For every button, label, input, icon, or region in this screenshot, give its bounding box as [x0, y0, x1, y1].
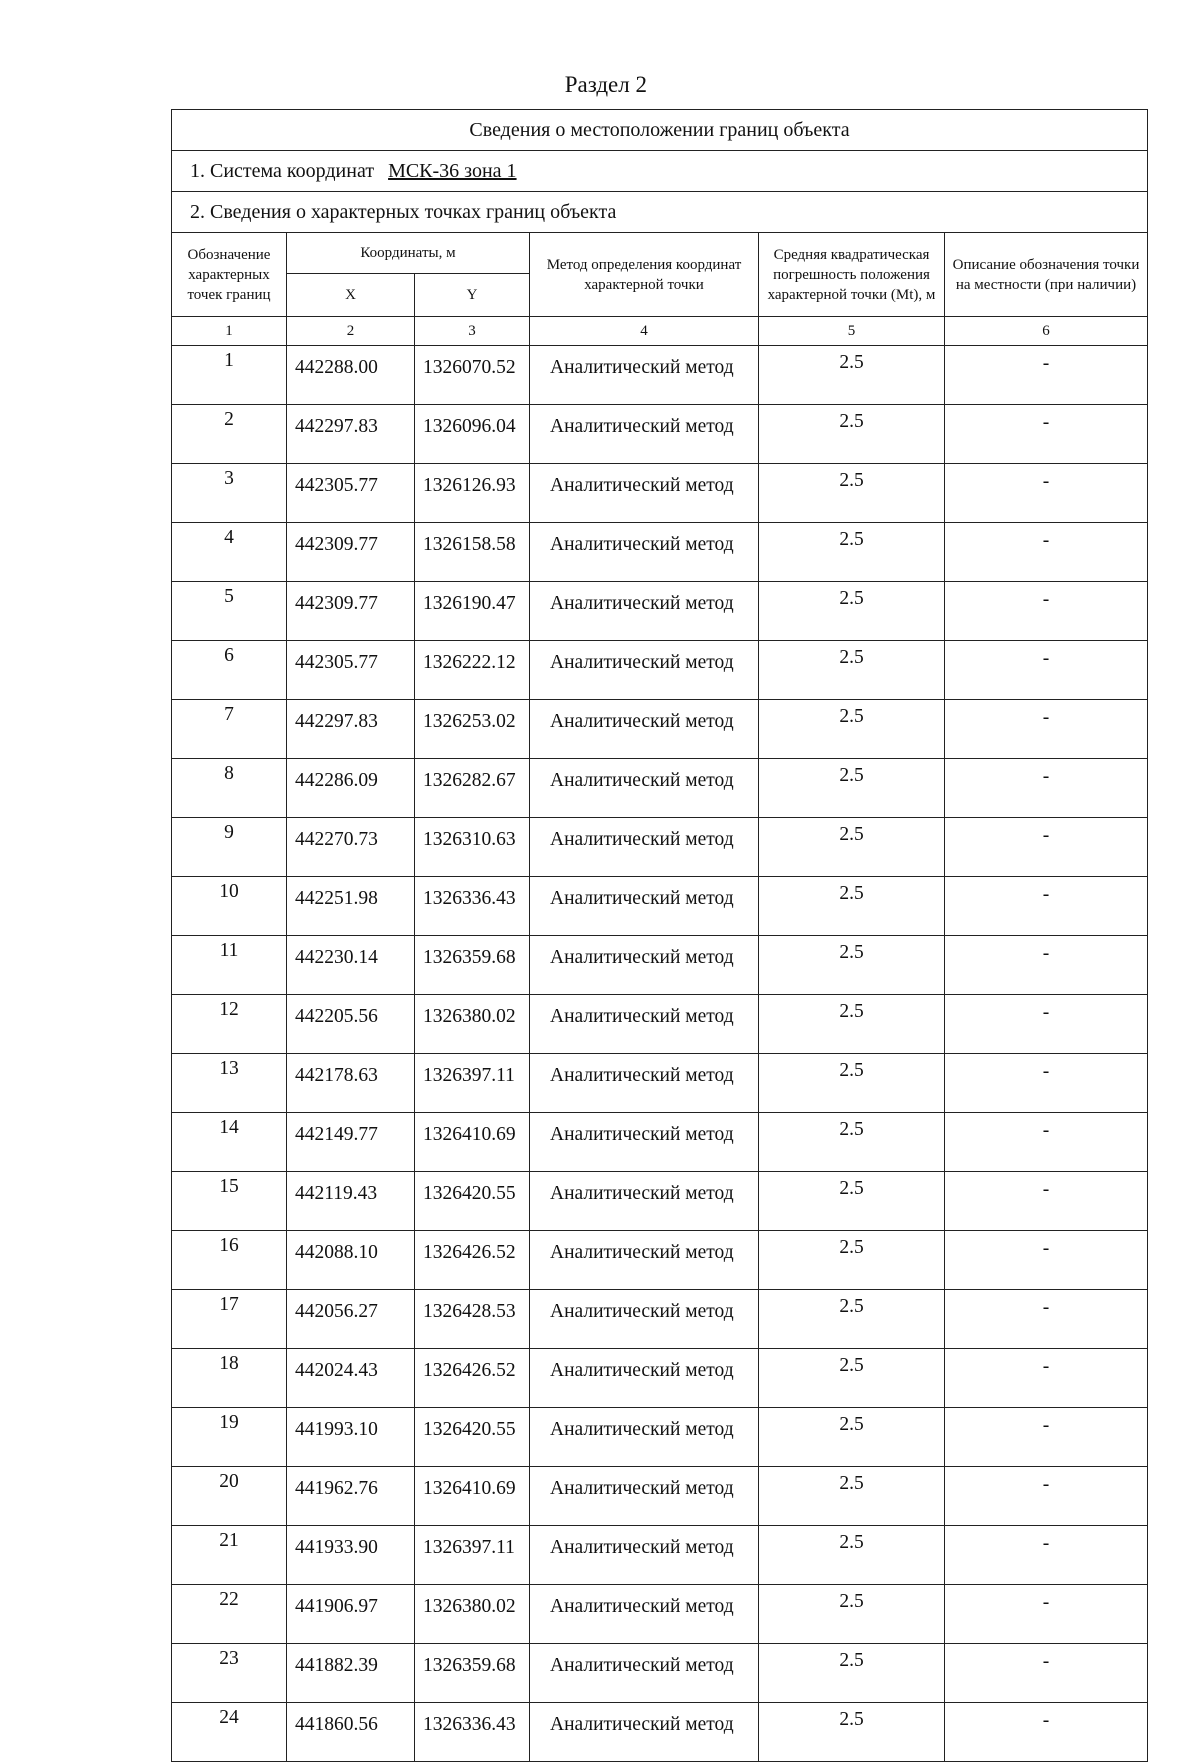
- method-cell: Аналитический метод: [530, 1467, 759, 1526]
- coord-x: 441933.90: [287, 1526, 415, 1585]
- description-cell: -: [945, 1526, 1148, 1585]
- method-cell: Аналитический метод: [530, 464, 759, 523]
- method-cell: Аналитический метод: [530, 1526, 759, 1585]
- method-cell: Аналитический метод: [530, 818, 759, 877]
- point-number: 23: [172, 1644, 287, 1703]
- method-cell: Аналитический метод: [530, 405, 759, 464]
- table-row: [172, 877, 1148, 936]
- point-number: 19: [172, 1408, 287, 1467]
- description-cell: -: [945, 936, 1148, 995]
- description-cell: -: [945, 877, 1148, 936]
- header-x: X: [287, 274, 415, 317]
- error-cell: 2.5: [759, 877, 945, 936]
- point-number: 20: [172, 1467, 287, 1526]
- coord-x: 442305.77: [287, 641, 415, 700]
- column-number: 2: [287, 317, 415, 346]
- column-number: 3: [415, 317, 530, 346]
- coordinate-system-value: МСК-36 зона 1: [388, 159, 517, 182]
- error-cell: 2.5: [759, 1349, 945, 1408]
- error-cell: 2.5: [759, 405, 945, 464]
- table-row: [172, 1644, 1148, 1703]
- table-row: [172, 523, 1148, 582]
- coord-x: 442024.43: [287, 1349, 415, 1408]
- description-cell: -: [945, 1290, 1148, 1349]
- coord-y: 1326410.69: [415, 1113, 530, 1172]
- coord-y: 1326359.68: [415, 936, 530, 995]
- description-cell: -: [945, 641, 1148, 700]
- error-cell: 2.5: [759, 523, 945, 582]
- description-cell: -: [945, 1467, 1148, 1526]
- table-row: [172, 582, 1148, 641]
- table-row: [172, 1231, 1148, 1290]
- coordinate-system-cell: [172, 151, 1148, 192]
- points-heading: 2. Сведения о характерных точках границ объекта: [172, 192, 1148, 233]
- point-number: 7: [172, 700, 287, 759]
- coord-y: 1326310.63: [415, 818, 530, 877]
- point-number: 11: [172, 936, 287, 995]
- header-error: Средняя квадратическая погрешность положения характерной точки (Mt), м: [759, 233, 945, 317]
- coord-x: 441906.97: [287, 1585, 415, 1644]
- method-cell: Аналитический метод: [530, 759, 759, 818]
- description-cell: -: [945, 818, 1148, 877]
- description-cell: -: [945, 1349, 1148, 1408]
- description-cell: -: [945, 1172, 1148, 1231]
- table-row: [172, 1172, 1148, 1231]
- error-cell: 2.5: [759, 995, 945, 1054]
- method-cell: Аналитический метод: [530, 1172, 759, 1231]
- coord-y: 1326428.53: [415, 1290, 530, 1349]
- coord-y: 1326359.68: [415, 1644, 530, 1703]
- error-cell: 2.5: [759, 346, 945, 405]
- column-number: 5: [759, 317, 945, 346]
- method-cell: Аналитический метод: [530, 1644, 759, 1703]
- coord-x: 442309.77: [287, 523, 415, 582]
- coord-y: 1326426.52: [415, 1349, 530, 1408]
- description-cell: -: [945, 759, 1148, 818]
- column-number: 1: [172, 317, 287, 346]
- coord-x: 442251.98: [287, 877, 415, 936]
- error-cell: 2.5: [759, 464, 945, 523]
- method-cell: Аналитический метод: [530, 1703, 759, 1762]
- method-cell: Аналитический метод: [530, 1290, 759, 1349]
- error-cell: 2.5: [759, 759, 945, 818]
- coord-x: 442230.14: [287, 936, 415, 995]
- description-cell: -: [945, 1585, 1148, 1644]
- method-cell: Аналитический метод: [530, 1113, 759, 1172]
- method-cell: Аналитический метод: [530, 877, 759, 936]
- error-cell: 2.5: [759, 1231, 945, 1290]
- error-cell: 2.5: [759, 936, 945, 995]
- coord-x: 441860.56: [287, 1703, 415, 1762]
- method-cell: Аналитический метод: [530, 1231, 759, 1290]
- point-number: 17: [172, 1290, 287, 1349]
- coord-x: 442297.83: [287, 405, 415, 464]
- coord-y: 1326336.43: [415, 877, 530, 936]
- description-cell: -: [945, 995, 1148, 1054]
- error-cell: 2.5: [759, 641, 945, 700]
- point-number: 12: [172, 995, 287, 1054]
- error-cell: 2.5: [759, 818, 945, 877]
- coord-x: 442309.77: [287, 582, 415, 641]
- coord-y: 1326420.55: [415, 1172, 530, 1231]
- coord-y: 1326380.02: [415, 995, 530, 1054]
- coord-y: 1326397.11: [415, 1054, 530, 1113]
- description-cell: -: [945, 1113, 1148, 1172]
- point-number: 24: [172, 1703, 287, 1762]
- error-cell: 2.5: [759, 1526, 945, 1585]
- coord-x: 442149.77: [287, 1113, 415, 1172]
- description-cell: -: [945, 1231, 1148, 1290]
- coord-x: 442205.56: [287, 995, 415, 1054]
- description-cell: -: [945, 1408, 1148, 1467]
- coord-x: 442297.83: [287, 700, 415, 759]
- coord-y: 1326282.67: [415, 759, 530, 818]
- point-number: 1: [172, 346, 287, 405]
- table-heading: Сведения о местоположении границ объекта: [172, 110, 1148, 151]
- description-cell: -: [945, 1644, 1148, 1703]
- coord-y: 1326158.58: [415, 523, 530, 582]
- table-row: [172, 818, 1148, 877]
- coord-y: 1326426.52: [415, 1231, 530, 1290]
- error-cell: 2.5: [759, 1172, 945, 1231]
- method-cell: Аналитический метод: [530, 1408, 759, 1467]
- method-cell: Аналитический метод: [530, 1349, 759, 1408]
- point-number: 10: [172, 877, 287, 936]
- table-row: [172, 759, 1148, 818]
- method-cell: Аналитический метод: [530, 936, 759, 995]
- description-cell: -: [945, 582, 1148, 641]
- header-y: Y: [415, 274, 530, 317]
- coord-x: 442056.27: [287, 1290, 415, 1349]
- coord-y: 1326190.47: [415, 582, 530, 641]
- description-cell: -: [945, 700, 1148, 759]
- error-cell: 2.5: [759, 1290, 945, 1349]
- coord-x: 441882.39: [287, 1644, 415, 1703]
- point-number: 22: [172, 1585, 287, 1644]
- point-number: 18: [172, 1349, 287, 1408]
- error-cell: 2.5: [759, 1644, 945, 1703]
- error-cell: 2.5: [759, 582, 945, 641]
- error-cell: 2.5: [759, 1467, 945, 1526]
- table-row: [172, 1054, 1148, 1113]
- table-row: [172, 1703, 1148, 1762]
- header-coordinates: Координаты, м: [287, 233, 530, 274]
- method-cell: Аналитический метод: [530, 995, 759, 1054]
- description-cell: -: [945, 346, 1148, 405]
- header-description: Описание обозначения точки на местности (при наличии): [945, 233, 1148, 317]
- method-cell: Аналитический метод: [530, 1585, 759, 1644]
- coord-x: 442305.77: [287, 464, 415, 523]
- table-row: [172, 1349, 1148, 1408]
- coordinate-system-label: 1. Система координат: [190, 159, 375, 182]
- header-method: Метод определения координат характерной точки: [530, 233, 759, 317]
- coord-y: 1326410.69: [415, 1467, 530, 1526]
- point-number: 21: [172, 1526, 287, 1585]
- table-row: [172, 936, 1148, 995]
- header-designation: Обозначение характерных точек границ: [172, 233, 287, 317]
- point-number: 16: [172, 1231, 287, 1290]
- coord-y: 1326126.93: [415, 464, 530, 523]
- method-cell: Аналитический метод: [530, 346, 759, 405]
- method-cell: Аналитический метод: [530, 1054, 759, 1113]
- coord-y: 1326222.12: [415, 641, 530, 700]
- table-row: [172, 1585, 1148, 1644]
- coord-x: 442288.00: [287, 346, 415, 405]
- point-number: 6: [172, 641, 287, 700]
- column-number: 4: [530, 317, 759, 346]
- coord-x: 441962.76: [287, 1467, 415, 1526]
- point-number: 3: [172, 464, 287, 523]
- table-row: [172, 1408, 1148, 1467]
- error-cell: 2.5: [759, 1113, 945, 1172]
- table-row: [172, 464, 1148, 523]
- method-cell: Аналитический метод: [530, 700, 759, 759]
- point-number: 15: [172, 1172, 287, 1231]
- point-number: 13: [172, 1054, 287, 1113]
- table-row: [172, 346, 1148, 405]
- coord-y: 1326380.02: [415, 1585, 530, 1644]
- table-row: [172, 405, 1148, 464]
- error-cell: 2.5: [759, 700, 945, 759]
- point-number: 4: [172, 523, 287, 582]
- description-cell: -: [945, 464, 1148, 523]
- point-number: 14: [172, 1113, 287, 1172]
- coord-y: 1326253.02: [415, 700, 530, 759]
- coord-x: 442119.43: [287, 1172, 415, 1231]
- description-cell: -: [945, 523, 1148, 582]
- error-cell: 2.5: [759, 1703, 945, 1762]
- method-cell: Аналитический метод: [530, 582, 759, 641]
- table-row: [172, 995, 1148, 1054]
- boundary-points-table: [171, 109, 1148, 1762]
- point-number: 8: [172, 759, 287, 818]
- table-row: [172, 1526, 1148, 1585]
- coord-y: 1326397.11: [415, 1526, 530, 1585]
- table-row: [172, 641, 1148, 700]
- coord-y: 1326096.04: [415, 405, 530, 464]
- table-row: [172, 1290, 1148, 1349]
- point-number: 5: [172, 582, 287, 641]
- description-cell: -: [945, 1703, 1148, 1762]
- error-cell: 2.5: [759, 1585, 945, 1644]
- coord-y: 1326420.55: [415, 1408, 530, 1467]
- coord-x: 442088.10: [287, 1231, 415, 1290]
- coord-y: 1326336.43: [415, 1703, 530, 1762]
- table-row: [172, 1467, 1148, 1526]
- coord-x: 442286.09: [287, 759, 415, 818]
- error-cell: 2.5: [759, 1408, 945, 1467]
- coord-y: 1326070.52: [415, 346, 530, 405]
- table-row: [172, 1113, 1148, 1172]
- table-row: [172, 700, 1148, 759]
- error-cell: 2.5: [759, 1054, 945, 1113]
- coord-x: 442178.63: [287, 1054, 415, 1113]
- coord-x: 442270.73: [287, 818, 415, 877]
- description-cell: -: [945, 405, 1148, 464]
- column-number: 6: [945, 317, 1148, 346]
- coord-x: 441993.10: [287, 1408, 415, 1467]
- description-cell: -: [945, 1054, 1148, 1113]
- point-number: 9: [172, 818, 287, 877]
- method-cell: Аналитический метод: [530, 641, 759, 700]
- point-number: 2: [172, 405, 287, 464]
- section-title: Раздел 2: [564, 72, 647, 97]
- method-cell: Аналитический метод: [530, 523, 759, 582]
